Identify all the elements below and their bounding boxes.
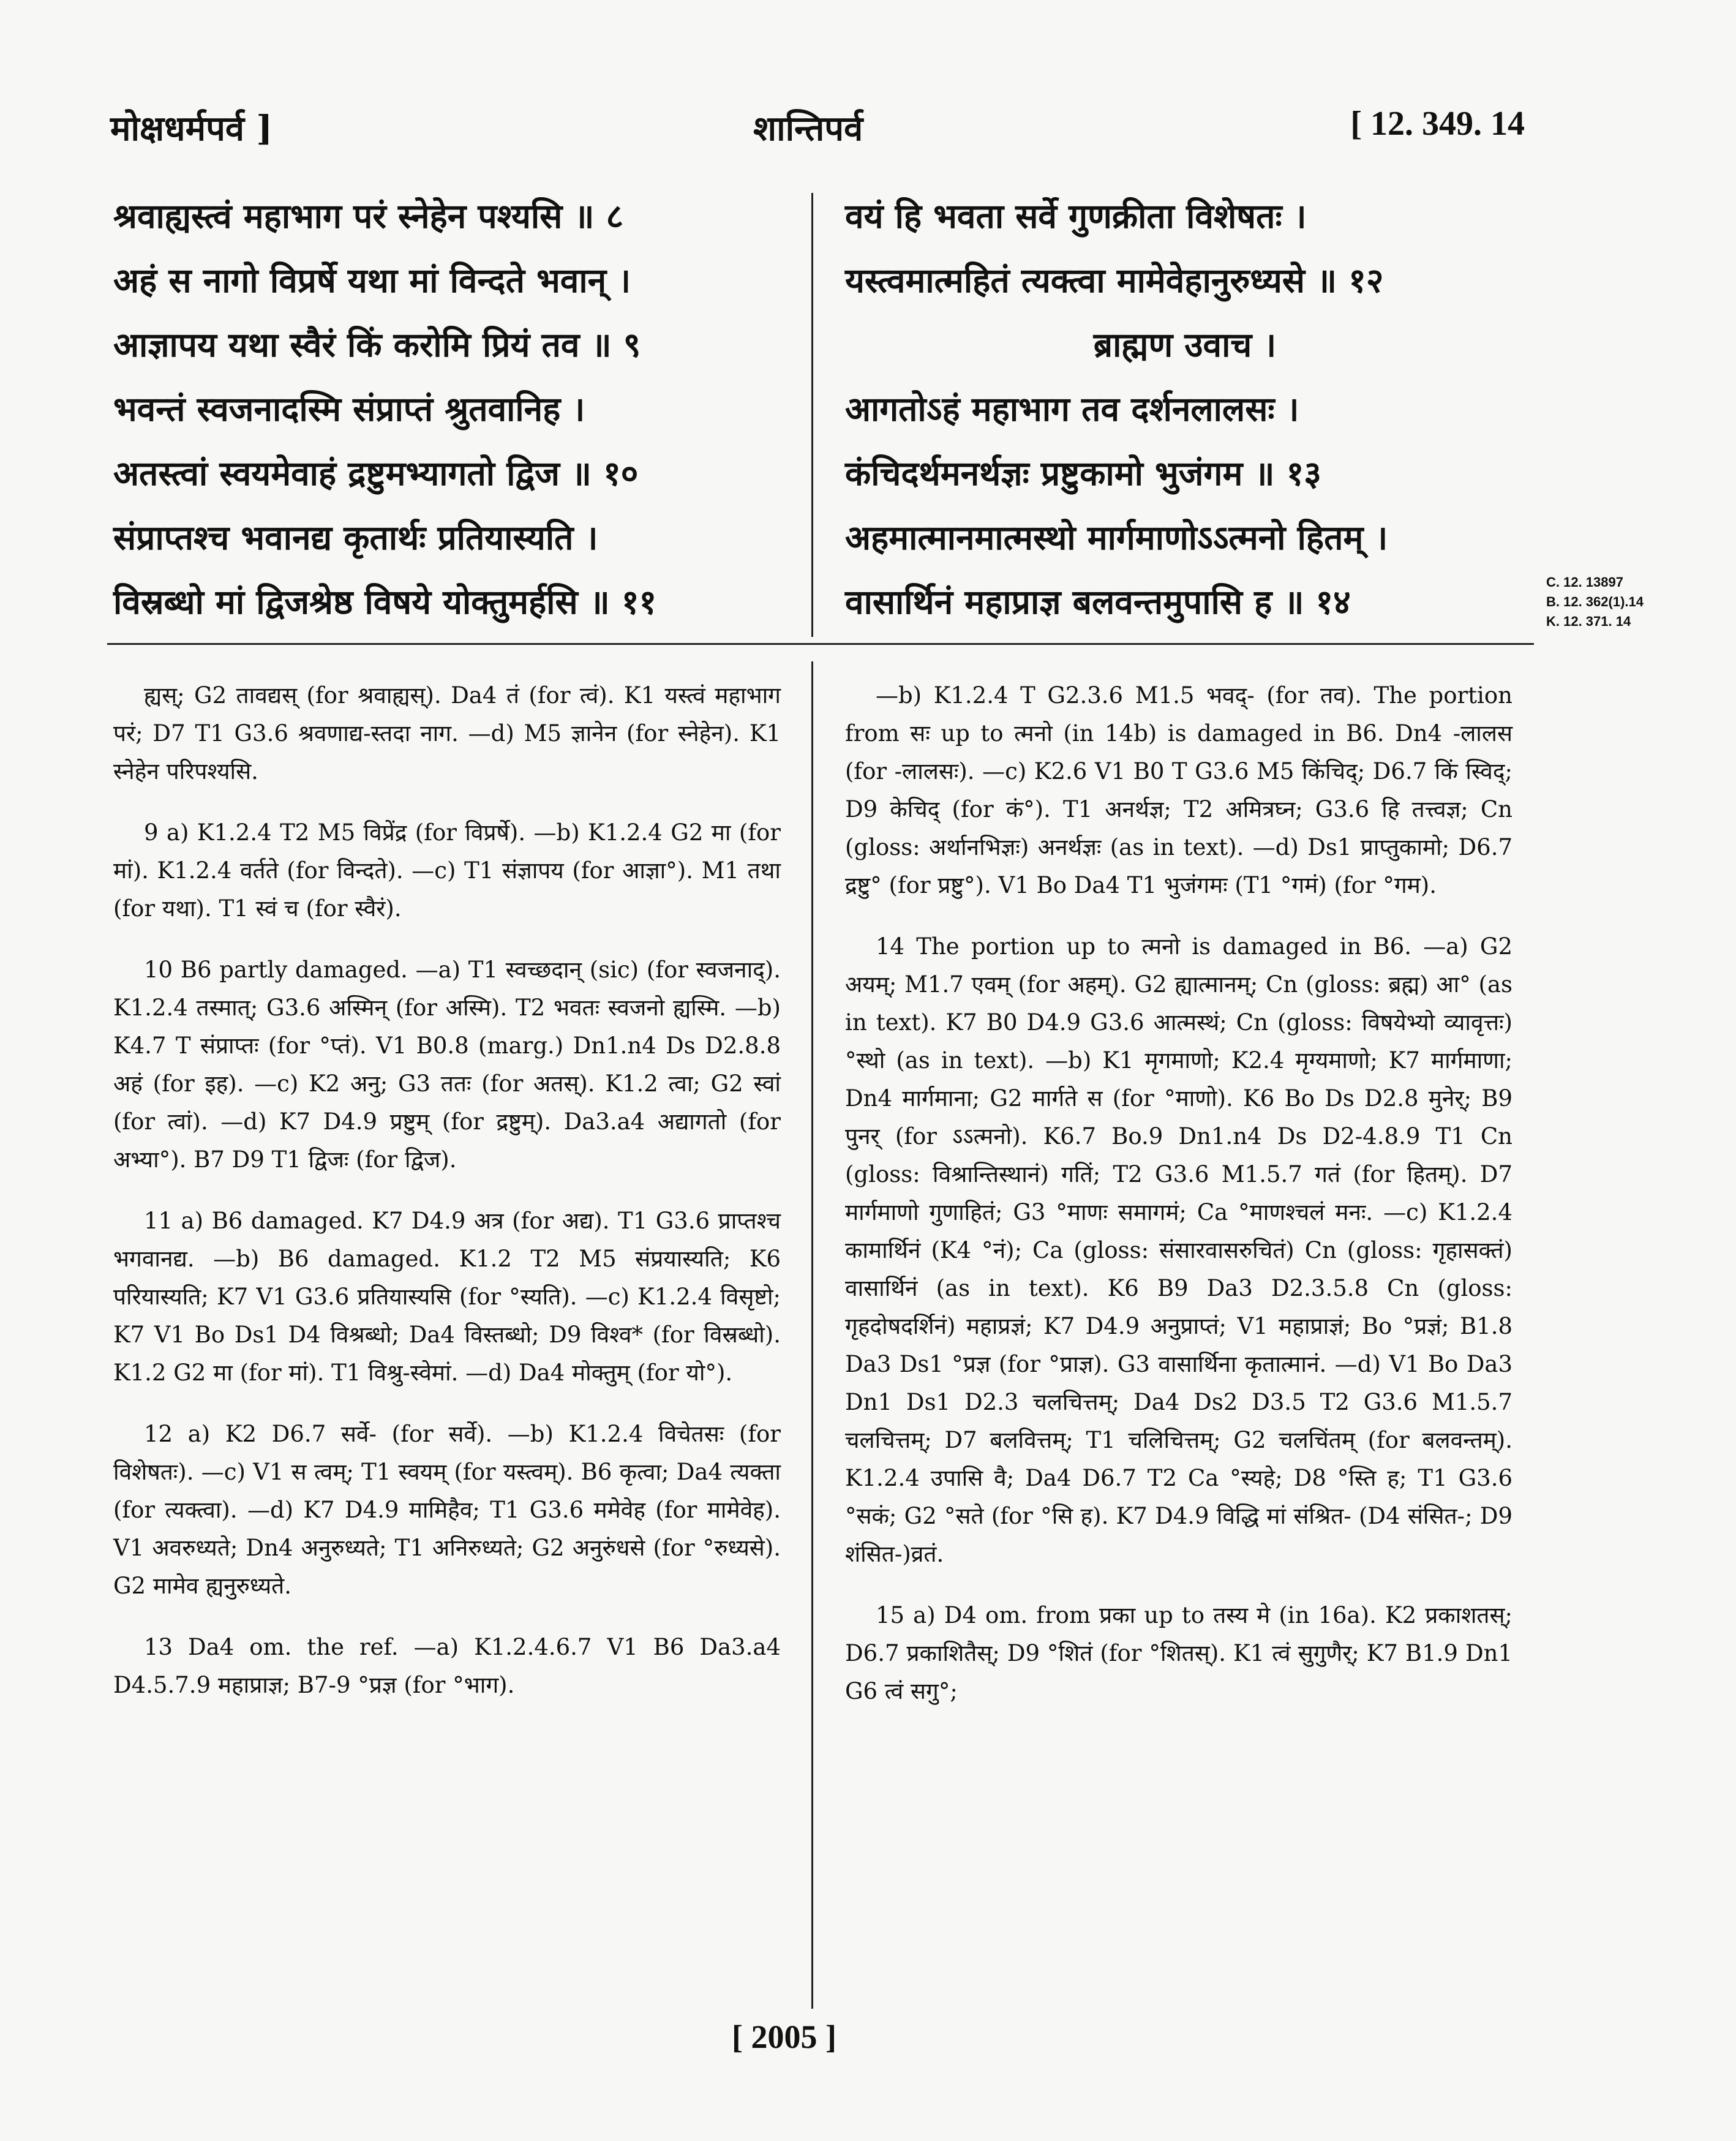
header-parvan-title: शान्तिपर्व	[753, 108, 863, 149]
verse-line: संप्राप्तश्च भवानद्य कृतार्थः प्रतियास्यति ।	[113, 517, 598, 557]
concordance-line: C. 12. 13897	[1546, 574, 1623, 590]
verse-line: वयं हि भवता सर्वे गुणक्रीता विशेषतः ।	[845, 196, 1307, 236]
apparatus-note: 15 a) D4 om. from प्रका up to तस्य मे (in 16a). K2 प्रकाशतस्; D6.7 प्रकाशितैस्; D9 °शितं (for °शितस्). K1 त्वं सुगुणैर्; K7 B1.9 Dn1 G6 त्वं सगु°;	[845, 1602, 1512, 1704]
verse-line: यस्त्वमात्महितं त्यक्त्वा मामेवेहानुरुध्यसे ॥ १२	[845, 260, 1384, 300]
apparatus-note: 11 a) B6 damaged. K7 D4.9 अत्र (for अद्य). T1 G3.6 प्राप्तश्च भगवानद्य. —b) B6 damaged. K1.2 T2 M5 संप्रयास्यति; K6 परियास्यति; K7 V1 G3.6 प्रतियास्यसि (for °स्यति). —c) K1.2.4 विसृष्टो; K7 V1 Bo Ds1 D4 विश्रब्धो; Da4 विस्तब्धो; D9 विश्व* (for विस्रब्धो). K1.2 G2 मा (for मां). T1 विश्रु-स्वेमां. —d) Da4 मोक्तुम् (for यो°).	[113, 1208, 781, 1386]
concordance-line: B. 12. 362(1).14	[1546, 594, 1644, 609]
running-header	[110, 104, 1525, 159]
verse-line: श्रवाह्यस्त्वं महाभाग परं स्नेहेन पश्यसि ॥ ८	[113, 196, 624, 236]
critical-apparatus-left	[113, 677, 781, 1728]
apparatus-note: ह्यस्; G2 तावद्यस् (for श्रवाह्यस्). Da4 तं (for त्वं). K1 यस्त्वं महाभाग परं; D7 T1 G3.6 श्रवणाद्य-स्तदा नाग. —d) M5 ज्ञानेन (for स्नेहेन). K1 स्नेहेन परिपश्यसि.	[113, 682, 781, 785]
page-number: [ 2005 ]	[732, 2019, 836, 2055]
apparatus-note: 13 Da4 om. the ref. —a) K1.2.4.6.7 V1 B6 Da3.a4 D4.5.7.9 महाप्राज्ञ; B7-9 °प्रज्ञ (for °भाग).	[113, 1634, 781, 1698]
apparatus-divider	[107, 643, 1534, 645]
concordance-references	[1546, 573, 1644, 631]
verse-column-left	[113, 184, 817, 634]
apparatus-note: 14 The portion up to त्मनो is damaged in B6. —a) G2 अयम्; M1.7 एवम् (for अहम्). G2 ह्यात्मानम्; Cn (gloss: ब्रह्म) आ° (as in text). K7 B0 D4.9 G3.6 आत्मस्थं; Cn (gloss: विषयेभ्यो व्यावृत्तः) °स्थो (as in text). —b) K1 मृगमाणो; K2.4 मृग्यमाणो; K7 मार्गमाणा; Dn4 मार्गमाना; G2 मार्गते स (for °माणो). K6 Bo Ds D2.8 मुनेर्; B9 पुनर् (for ऽऽत्मनो). K6.7 Bo.9 Dn1.n4 Ds D2-4.8.9 T1 Cn (gloss: विश्रान्तिस्थानं) गतिं; T2 G3.6 M1.5.7 गतं (for हितम्). D7 मार्गमाणो गुणाहितं; G3 °माणः समागमं; Ca °माणश्चलं मनः. —c) K1.2.4 कामार्थिनं (K4 °नं); Ca (gloss: संसारवासरुचितं) Cn (gloss: गृहासक्तं) वासार्थिनं (as in text). K6 B9 Da3 D2.3.5.8 Cn (gloss: गृहदोषदर्शिनं) महाप्रज्ञं; K7 D4.9 अनुप्राप्तं; V1 महाप्राज्ञं; Bo °प्रज्ञं; B1.8 Da3 Ds1 °प्रज्ञ (for °प्राज्ञ). G3 वासार्थिना कृतात्मानं. —d) V1 Bo Da3 Dn1 Ds1 D2.3 चलचित्तम्; Da4 Ds2 D3.5 T2 G3.6 M1.5.7 चलचित्तम्; D7 बलवित्तम्; T1 चलिचित्तम्; G2 चलचिंतम् (for बलवन्तम्). K1.2.4 उपासि वै; Da4 D6.7 T2 Ca °स्यहे; D8 °स्ति ह; T1 G3.6 °सकं; G2 °सते (for °सि ह). K7 D4.9 विद्धि मां संश्रित- (D4 संसित-; D9 शंसित-)व्रतं.	[845, 933, 1512, 1567]
verse-line: अहं स नागो विप्रर्षे यथा मां विन्दते भवान् ।	[113, 260, 631, 300]
verse-column-right	[845, 184, 1549, 634]
speaker-heading: ब्राह्मण उवाच ।	[1093, 325, 1277, 364]
verse-line: अतस्त्वां स्वयमेवाहं द्रष्टुमभ्यागतो द्विज ॥ १०	[113, 453, 639, 493]
verse-line: वासार्थिनं महाप्राज्ञ बलवन्तमुपासि ह ॥ १४	[845, 582, 1351, 622]
verse-line: आज्ञापय यथा स्वैरं किं करोमि प्रियं तव ॥ ९	[113, 325, 641, 364]
verse-line: विस्रब्धो मां द्विजश्रेष्ठ विषये योक्तुमर्हसि ॥ ११	[113, 582, 657, 622]
header-verse-reference: [ 12. 349. 14	[1350, 105, 1525, 143]
critical-apparatus-right	[845, 677, 1512, 1734]
apparatus-note: —b) K1.2.4 T G2.3.6 M1.5 भवद्- (for तव). The portion from सः up to त्मनो (in 14b) is damaged in B6. Dn4 -लालस (for -लालसः). —c) K2.6 V1 B0 T G3.6 M5 किंचिद्; D6.7 किं स्विद्; D9 केचिद् (for कं°). T1 अनर्थज्ञ; T2 अमित्रघ्न; G3.6 हि तत्त्वज्ञ; Cn (gloss: अर्थानभिज्ञः) अनर्थज्ञः (as in text). —d) Ds1 प्राप्तुकामो; D6.7 द्रष्टु° (for प्रष्टु°). V1 Bo Da4 T1 भुजंगमः (T1 °गमं) (for °गम).	[845, 682, 1512, 898]
verse-line: आगतोऽहं महाभाग तव दर्शनलालसः ।	[845, 389, 1299, 429]
apparatus-note: 9 a) K1.2.4 T2 M5 विप्रेंद्र (for विप्रर्षे). —b) K1.2.4 G2 मा (for मां). K1.2.4 वर्तते (for विन्दते). —c) T1 संज्ञापय (for आज्ञा°). M1 तथा (for यथा). T1 स्वं च (for स्वैरं).	[113, 819, 781, 922]
header-section-title: मोक्षधर्मपर्व ]	[110, 108, 273, 149]
apparatus-note: 10 B6 partly damaged. —a) T1 स्वच्छदान् (sic) (for स्वजनाद्). K1.2.4 तस्मात्; G3.6 अस्मिन् (for अस्मि). T2 भवतः स्वजनो ह्यस्मि. —b) K4.7 T संप्राप्तः (for °प्तं). V1 B0.8 (marg.) Dn1.n4 Ds D2.8.8 अहं (for इह). —c) K2 अनु; G3 ततः (for अतस्). K1.2 त्वा; G2 स्वां (for त्वां). —d) K7 D4.9 प्रष्टुम् (for द्रष्टुम्). Da3.a4 अद्यागतो (for अभ्या°). B7 D9 T1 द्विजः (for द्विज).	[113, 957, 781, 1173]
verse-line: कंचिदर्थमनर्थज्ञः प्रष्टुकामो भुजंगम ॥ १३	[845, 453, 1321, 493]
concordance-line: K. 12. 371. 14	[1546, 614, 1631, 629]
verse-line: भवन्तं स्वजनादस्मि संप्राप्तं श्रुतवानिह ।	[113, 389, 585, 429]
apparatus-note: 12 a) K2 D6.7 सर्वे- (for सर्वे). —b) K1.2.4 विचेतसः (for विशेषतः). —c) V1 स त्वम्; T1 स्वयम् (for यस्त्वम्). B6 कृत्वा; Da4 त्यक्ता (for त्यक्त्वा). —d) K7 D4.9 मामिहैव; T1 G3.6 ममेवेह (for मामेवेह). V1 अवरुध्यते; Dn4 अनुरुध्यते; T1 अनिरुध्यते; G2 अनुरुंधसे (for °रुध्यसे). G2 मामेव ह्यनुरुध्यते.	[113, 1421, 781, 1599]
apparatus-column-divider	[811, 661, 813, 2009]
verse-line: अहमात्मानमात्मस्थो मार्गमाणोऽऽत्मनो हितम् ।	[845, 517, 1388, 557]
verse-column-divider	[811, 193, 813, 637]
